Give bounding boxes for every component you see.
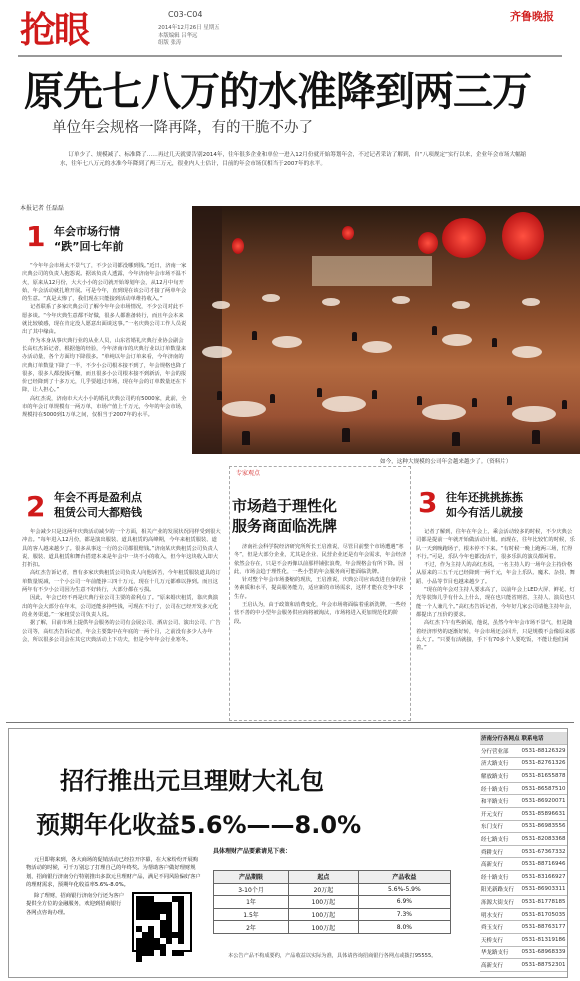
ad-title: 招行推出元旦理财大礼包 <box>60 767 324 795</box>
table-cell: 6.9% <box>358 896 450 909</box>
table-row <box>480 757 567 770</box>
expert-body <box>234 543 408 717</box>
branch-name: 开元支行 <box>480 808 521 821</box>
branch-name: 济大路支行 <box>480 757 521 770</box>
product-table <box>213 870 451 934</box>
table-row <box>214 896 451 909</box>
section-1-title-line1: 年会市场行情 <box>54 225 120 238</box>
ad-footnote: 本公告产品不构成要约，产品收益以实际为准，具体请咨询招商银行各网点或拨打95555。 <box>228 953 437 959</box>
product-table-header <box>214 871 451 884</box>
section-2-paragraph: 据了解，目前市场上提供年会服务的公司有会展公司、酒店公司、演出公司、广告公司等，高红杰告诉记者，年会主要集中在年底的一两个月，之前没有多少人办年会，所以很多公司会在其它庆典活动上下功夫，但是今年年会行业寒冬。 <box>22 620 221 643</box>
ad-paragraph: 除了理财，招商银行济南分行还为客户提供全方位的金融服务，欢迎到招商银行各网点咨询办理。 <box>26 893 124 916</box>
banquet-photo <box>192 206 580 454</box>
table-row <box>480 782 567 795</box>
headline: 原先七八万的水准降到两三万 <box>24 69 531 115</box>
branch-phone: 0531-88752301 <box>521 959 567 972</box>
expert-paragraph: 针对整个年会市场萎缩的现状，王启淮说，庆典公司应该改进自身的业务素质和水平，提高服务能力，适应新的市场需求，这样才能在竞争中求生存。 <box>234 577 407 600</box>
branch-name: 华龙路支行 <box>480 946 521 959</box>
section-3-body <box>416 528 576 718</box>
section-3-title-line2: 如今有活儿就接 <box>446 506 523 519</box>
section-1-paragraph: 记者联系了多家庆典公司了解今年年会市场情况，不少公司对此不愿多谈。“今年庆典生意都不好做，很多人都准备转行，而且年会本来就比较敏感，现在肯定没人愿意出面谈这事。”一名庆典公司工作人员说出了其中缘由。 <box>22 304 187 336</box>
branch-name: 经七路支行 <box>480 833 521 846</box>
branch-name: 舜玉支行 <box>480 921 521 934</box>
header-divider <box>18 55 562 57</box>
table-row <box>480 858 567 871</box>
expert-tag: 专家观点 <box>236 470 261 477</box>
branch-phone: 0531-85896631 <box>521 808 567 821</box>
table-row <box>480 845 567 858</box>
date-line: 2014年12月26日 星期五 <box>158 25 220 31</box>
section-1-title-line2: “跌”回七年前 <box>54 240 124 253</box>
table-row <box>480 934 567 947</box>
section-code: C03-C04 <box>168 10 203 19</box>
branch-name: 高新支行 <box>480 858 521 871</box>
branch-phone: 0531-81655878 <box>521 770 567 783</box>
branch-phone: 0531-67367332 <box>521 845 567 858</box>
table-row <box>480 795 567 808</box>
byline: 本报记者 任磊磊 <box>20 205 64 212</box>
table-row <box>480 820 567 833</box>
table-cell: 100万起 <box>289 921 359 934</box>
branch-phone: 0531-82083368 <box>521 833 567 846</box>
section-3-paragraph: 高红杰下午有些新闻，他说，虽然今年年会市场不景气，但是随着经济形势的逐渐好转，年会市场还会回升，只是规模不会像原来那么大了。“只要有活就接，手下有70多个人要吃饭，不能让他们闲着。” <box>416 620 575 652</box>
table-header-cell: 产品期限 <box>214 871 289 884</box>
table-row <box>480 908 567 921</box>
branch-name: 泺源大街支行 <box>480 896 521 909</box>
branch-table <box>480 732 567 972</box>
branch-name: 明水支行 <box>480 908 521 921</box>
expert-paragraph: 王启认为，由于政策和消费变化，年会市场将面临着重新洗牌，一些经营不善的中小型年会服务供应商将被淘汰，市场将进入更加规范化的阶段。 <box>234 602 407 625</box>
branch-name: 阳光新路支行 <box>480 883 521 896</box>
masthead: 抢眼 <box>20 10 89 51</box>
table-cell: 20万起 <box>289 883 359 896</box>
branch-phone: 0531-88716946 <box>521 858 567 871</box>
branch-name: 舜耕支行 <box>480 845 521 858</box>
table-cell: 3-10个月 <box>214 883 289 896</box>
table-cell: 5.6%-5.9% <box>358 883 450 896</box>
table-row <box>480 959 567 972</box>
table-header-cell: 济南分行各网点 <box>480 732 521 745</box>
branch-phone: 0531-81705035 <box>521 908 567 921</box>
table-cell: 2年 <box>214 921 289 934</box>
branch-name: 天桥支行 <box>480 934 521 947</box>
branch-name: 分行营业部 <box>480 745 521 758</box>
table-row <box>480 946 567 959</box>
table-row <box>480 896 567 909</box>
branch-name: 经十路支行 <box>480 871 521 884</box>
section-2-paragraph: 高红杰告诉记者，曾有多家庆典租赁公司负责人向他诉苦，今年租赁服装道具的订单数量锐减，一个小公司一年前能挣三四十万元，现在十几万元都难以挣到。而且这两年有不少小公司因为生意不好转行，大部分都在亏损。 <box>22 570 221 594</box>
table-row <box>214 921 451 934</box>
product-caption: 具体理财产品要素请见下表： <box>213 848 292 855</box>
section-1-paragraph: “今年年会市场太不景气了，不少公司都没哪到钱。”近日，济南一家庆典公司的负责人抱怨说。据该负责人透露，今年济南年会市场不温不火，原来从12月份，大大小小的公司就开始筹划年会，从12月中旬开始，年会活动就扎堆开展。可是今年，直到现在该公司才接了两单年会的生意。“真是太惨了，我们现在只能接到活动单维持收入。” <box>22 263 187 303</box>
date-info <box>158 25 288 48</box>
section-2-title-line1: 年会不再是盈利点 <box>54 491 142 504</box>
branch-phone: 0531-86587510 <box>521 782 567 795</box>
ad-paragraph: 元旦即将来到，各大商场的促销活动已经拉开序幕，在大家纷纷开展购物活动的时候，可千万别忘了打理自己的年终奖。为帮助客户做好理财规划，招商银行济南分行特别推出多款元旦理财产品，满足不同风险偏好客户的理财需求，预期年化收益率5.6%-8.0%。 <box>26 857 201 888</box>
branch-phone: 0531-68968339 <box>521 946 567 959</box>
table-header-cell: 起点 <box>289 871 359 884</box>
table-cell: 1年 <box>214 896 289 909</box>
section-2-title-line2: 租赁公司大都赔钱 <box>54 506 142 519</box>
section-2-paragraph: 因此，年会已经不再是庆典行业公司主要的盈利点了。“原来婚庆租赁，靠庆典演出的年会大部分在年末，公司还能多挣些钱，可现在不行了，公司在已经开发多元化的业务渠道。”一家租赁公司负责人说。 <box>22 595 219 618</box>
editor-line: 本版编辑 吕华远 <box>158 32 198 39</box>
branch-phone: 0531-86903311 <box>521 883 567 896</box>
table-row <box>480 921 567 934</box>
section-1-body <box>22 262 188 484</box>
section-3-paragraph: 不过，作为主持人的高红杰说，一名主持人的一场年会主持价格从原来的三五千元已经降到一两千元，年会上乐队、魔术、杂技、舞蹈、小品等节目也越来越少了。 <box>416 562 575 585</box>
section-1-number: 1 <box>26 220 46 253</box>
photo-caption: 如今，这种大规模的公司年会越来越少了。（资料片） <box>380 459 512 465</box>
table-row <box>480 770 567 783</box>
branch-phone: 0531-86983556 <box>521 820 567 833</box>
ad-text <box>26 856 202 892</box>
table-header-cell: 联系电话 <box>521 732 567 745</box>
table-row <box>214 883 451 896</box>
lead-paragraph: 订单少了、规模减了、标准降了……再过几天就要告别2014年，往年很多企业和单位一进入12月份就开始筹划年会，不过记者采访了解到，自“八项规定”实行以来，企业年会市场大幅缩水，往年七八万元的水准今年降到了两三万元，很业内人士估计，目前的年会市场仅相当于2007年的水平。 <box>60 152 527 167</box>
branch-phone: 0531-81778185 <box>521 896 567 909</box>
section-3-number: 3 <box>418 486 438 519</box>
section-3-title-line1: 往年还挑挑拣拣 <box>446 491 523 504</box>
branch-name: 解放路支行 <box>480 770 521 783</box>
branch-name: 高新支行 <box>480 959 521 972</box>
table-header-cell: 产品收益 <box>358 871 450 884</box>
qr-code[interactable] <box>132 892 192 952</box>
section-1-paragraph: 高红杰说，济南市大大小小的婚礼庆典公司约有5000家，此前，全市的年会订单规模有一两万单，市场产值上千万元，今年的年会市场，规模持在5000到1万单之间，仅相当于2007年的水平。 <box>22 395 187 419</box>
designer-line: 组版 张涛 <box>158 40 182 46</box>
branch-phone: 0531-88763177 <box>521 921 567 934</box>
section-2-number: 2 <box>26 490 46 523</box>
expert-paragraph: 济南社会科学院经济研究所所长王启淮说，尽管目前整个市场遭遇“寒冬”，但是大部分企业，尤其是企业、民营企业还是有年会需求，年会经济依然会存在，只是不会再像以前那样铺张浪费，年会规格会有所下降。因此，市场会趋于理性化，一些小型的年会服务商可能面临洗牌。 <box>234 544 407 575</box>
table-row <box>480 833 567 846</box>
branch-phone: 0531-83166927 <box>521 871 567 884</box>
section-3-paragraph: “现在的年会对主持人要求高了，以前年会上LED大屏、鲜花、灯光等装饰儿乎有什么上什么，现在也只能省则省，主持人、演员也只能一个人兼几个。”高红杰告诉记者，今年好几家公司请他主持年会，都提出了压价的要求。 <box>416 587 576 618</box>
ad-subtitle: 预期年化收益5.6%——8.0% <box>36 811 362 839</box>
table-row <box>214 908 451 921</box>
expert-title <box>232 496 337 536</box>
branch-name: 和平路支行 <box>480 795 521 808</box>
branch-phone: 0531-82761326 <box>521 757 567 770</box>
table-row <box>480 808 567 821</box>
branch-table-header <box>480 732 567 745</box>
table-cell: 7.3% <box>358 908 450 921</box>
table-row <box>480 745 567 758</box>
table-row <box>480 871 567 884</box>
section-1-paragraph: 作为本身从事庆典行业的从业人员，山东省婚礼庆典行业协会副会长高红杰诉记者，根据他的经验，今年济南市的庆典行业以订单数量来办活动量，各个方面均下降很多。“单纯以年会订单来看，今年济南的庆典订单数量下降了一半，不少小公司根本接不到了，年会规格也降了很多，很多人都没钱可赚，而且很多小公司根本接不到新活，年会的报价已经降到了十多万元，几乎要超过市场，现在年会的订单数量还在下降，让人担心。” <box>22 337 187 394</box>
branch-name: 东门支行 <box>480 820 521 833</box>
expert-title-line2: 服务商面临洗牌 <box>232 517 338 535</box>
table-row <box>480 883 567 896</box>
paper-name: 齐鲁晚报 <box>510 10 554 23</box>
subheadline: 单位年会规格一降再降，有的干脆不办了 <box>52 120 313 136</box>
section-2-paragraph: 年会减少只是这两年庆典活动减少的一个方面，相关产业的发展状况同样受到很大冲击。“每年进入12月份，都是演出服装、道具租赁的高峰期，今年来租赁服装、道具的客人越来越少了。很多从事这一行的公司都很赔钱。”济南某庆典租赁公司负责人说，服装、道具租赁和舞台搭建本来是年会中一块不小的收入，但今年这块收入却大打折扣。 <box>22 529 221 569</box>
ad-text-2 <box>26 892 126 968</box>
table-cell: 8.0% <box>358 921 450 934</box>
ad-divider <box>6 722 574 723</box>
branch-phone: 0531-88126329 <box>521 745 567 758</box>
table-cell: 100万起 <box>289 908 359 921</box>
branch-phone: 0531-81319186 <box>521 934 567 947</box>
branch-name: 经十路支行 <box>480 782 521 795</box>
table-cell: 1.5年 <box>214 908 289 921</box>
expert-title-line1: 市场趋于理性化 <box>232 497 338 515</box>
section-2-body <box>22 528 222 718</box>
branch-phone: 0531-86920071 <box>521 795 567 808</box>
table-cell: 100万起 <box>289 896 359 909</box>
section-3-paragraph: 记者了解到，往年在年会上，乘会活动较多的时候，不少庆典公司都是提前一年就开始做活动计划。而现在，往年比较忙的时候，乐队一天到晚跑场子，根本停不下来。“有时候一晚上跑两三场，忙得不行。”可是，乐队今年也都没活干，很多乐队的演员都闲着。 <box>416 529 575 560</box>
